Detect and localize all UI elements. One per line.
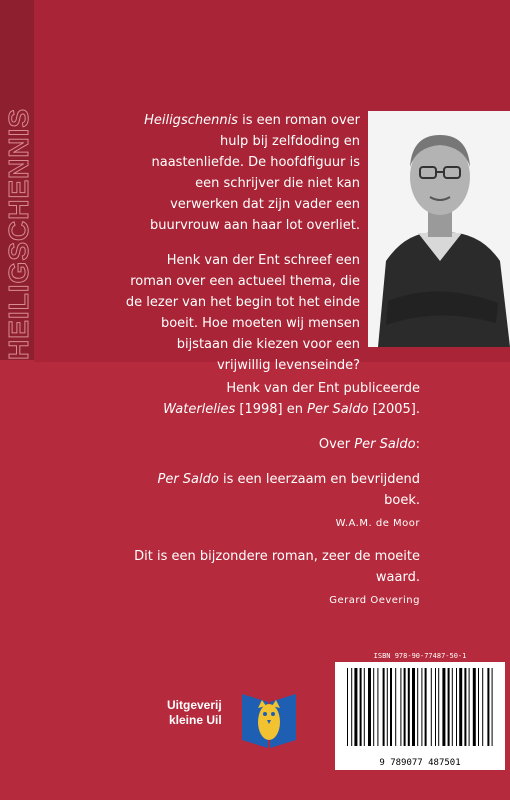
barcode-bar	[448, 668, 450, 746]
barcode-bar	[492, 668, 493, 746]
barcode-bar	[377, 668, 378, 746]
reviews-heading	[120, 434, 420, 455]
barcode-bar	[383, 668, 385, 746]
blurb-text-1: is een roman over hulp bij zelfdoding en naastenliefde. De hoofdfiguur is een schrijver die niet kan verwerken dat zijn vader een buurvrouw aan haar lot overliet.	[150, 113, 360, 233]
barcode-bars	[335, 662, 505, 754]
bibliography	[120, 378, 420, 420]
bibliography-book-1: Waterlelies	[163, 402, 236, 417]
blurb	[124, 110, 360, 390]
barcode-bar	[408, 668, 410, 746]
publisher-name	[167, 698, 222, 728]
barcode-bar	[487, 668, 489, 746]
barcode-bar	[368, 668, 371, 746]
barcode-bar	[438, 668, 439, 746]
review-2-source: Gerard Oevering	[329, 595, 420, 606]
author-photo	[368, 111, 510, 347]
blurb-paragraph-1	[124, 110, 360, 236]
barcode-bar	[373, 668, 374, 746]
barcode-bar	[351, 668, 352, 746]
bibliography-book-2: Per Saldo	[307, 402, 369, 417]
barcode-bar	[456, 668, 457, 746]
reviews-heading-prefix: Over	[318, 437, 355, 452]
barcode-bar	[478, 668, 479, 746]
publisher-line-2: kleine Uil	[169, 713, 222, 727]
author-portrait-image	[368, 111, 510, 347]
bibliography-intro: Henk van der Ent publiceerde	[226, 381, 420, 396]
barcode-bar	[469, 668, 470, 746]
barcode-bar	[417, 668, 418, 746]
barcode-bar	[412, 668, 415, 746]
barcode	[335, 662, 505, 770]
barcode-bar	[421, 668, 422, 746]
barcode-bar	[360, 668, 362, 746]
barcode-bar	[364, 668, 365, 746]
publisher-logo	[240, 688, 298, 754]
barcode-bar	[395, 668, 396, 746]
barcode-bar	[482, 668, 483, 746]
book-title: Heiligschennis	[144, 113, 238, 128]
review-1-text: is een leerzaam en bevrijdend boek.	[218, 472, 420, 508]
review-1	[120, 469, 420, 534]
review-1-source: W.A.M. de Moor	[335, 518, 420, 529]
barcode-bar	[442, 668, 445, 746]
barcode-bar	[435, 668, 436, 746]
barcode-bar	[400, 668, 401, 746]
reviews-heading-suffix: :	[415, 437, 420, 452]
barcode-bar	[354, 668, 357, 746]
owl-book-logo-icon	[240, 688, 298, 750]
blurb-paragraph-2: Henk van der Ent schreef een roman over een actueel thema, die de lezer van het begin tot het einde boeit. Hoe moeten wij mensen bijstaan die kiezen voor een vrijwillig levenseinde?	[125, 253, 360, 373]
barcode-digits: 9 789077 487501	[379, 758, 461, 768]
barcode-bar	[425, 668, 427, 746]
bibliography-year-1: [1998] en	[235, 402, 308, 417]
barcode-bar	[431, 668, 432, 746]
spine-title: HEILIGSCHENNIS	[3, 107, 34, 360]
barcode-bar	[347, 668, 348, 746]
review-2-text: Dit is een bijzondere roman, zeer de moeite waard.	[134, 549, 420, 585]
barcode-bar	[404, 668, 406, 746]
reviews-heading-book: Per Saldo	[354, 437, 416, 452]
barcode-bar	[387, 668, 388, 746]
barcode-bar	[473, 668, 476, 746]
barcode-bar	[459, 668, 462, 746]
review-2	[120, 546, 420, 611]
review-1-title: Per Saldo	[157, 472, 219, 487]
isbn-label: ISBN 978-90-77487-50-1	[373, 652, 467, 660]
barcode-bar	[452, 668, 453, 746]
barcode-bar	[390, 668, 392, 746]
author-info	[120, 378, 420, 623]
bibliography-year-2: [2005].	[368, 402, 420, 417]
publisher-line-1: Uitgeverij	[167, 698, 222, 712]
barcode-bar	[464, 668, 466, 746]
